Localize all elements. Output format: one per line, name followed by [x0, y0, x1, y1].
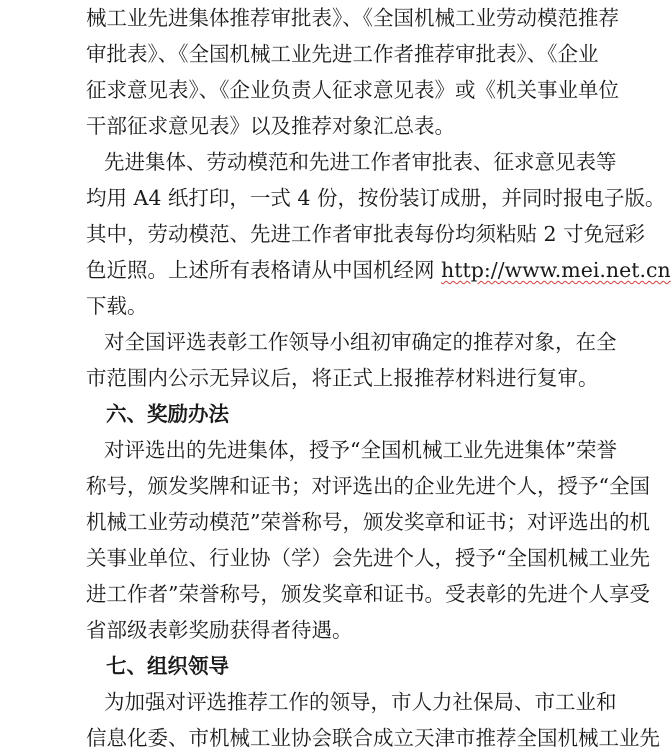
- text-line: 称号，颁发奖牌和证书；对评选出的企业先进个人，授予“全国: [86, 474, 650, 498]
- website-link[interactable]: http://www.mei.net.cn: [441, 258, 671, 282]
- text-line: 干部征求意见表》以及推荐对象汇总表。: [86, 114, 455, 138]
- section-heading-6: 六、奖励办法: [106, 402, 229, 426]
- text-line: 下载。: [86, 294, 148, 318]
- text-line: 先进集体、劳动模范和先进工作者审批表、征求意见表等: [104, 150, 617, 174]
- text-line: 对全国评选表彰工作领导小组初审确定的推荐对象，在全: [104, 330, 617, 354]
- text-line: 关事业单位、行业协（学）会先进个人，授予“全国机械工业先: [86, 546, 650, 570]
- text-line: 其中，劳动模范、先进工作者审批表每份均须粘贴 2 寸免冠彩: [86, 222, 646, 246]
- section-heading-7: 七、组织领导: [106, 654, 229, 678]
- text-line: 信息化委、市机械工业协会联合成立天津市推荐全国机械工业先: [86, 726, 660, 750]
- text-line: 对评选出的先进集体，授予“全国机械工业先进集体”荣誉: [104, 438, 617, 462]
- text-line: [86, 255, 671, 285]
- text-segment: 色近照。上述所有表格请从中国机经网: [86, 258, 442, 282]
- text-line: 均用 A4 纸打印，一式 4 份，按份装订成册，并同时报电子版。: [86, 186, 666, 210]
- text-line: 进工作者”荣誉称号，颁发奖章和证书。受表彰的先进个人享受: [86, 582, 650, 606]
- text-line: 机械工业劳动模范”荣誉称号，颁发奖章和证书；对评选出的机: [86, 510, 650, 534]
- text-line: 市范围内公示无异议后，将正式上报推荐材料进行复审。: [86, 366, 599, 390]
- text-line: 省部级表彰奖励获得者待遇。: [86, 618, 353, 642]
- text-line: 征求意见表》、《企业负责人征求意见表》或《机关事业单位: [86, 78, 619, 102]
- text-line: 为加强对评选推荐工作的领导，市人力社保局、市工业和: [104, 690, 617, 714]
- text-line: 械工业先进集体推荐审批表》、《全国机械工业劳动模范推荐: [86, 6, 619, 30]
- text-line: 审批表》、《全国机械工业先进工作者推荐审批表》、《企业: [86, 42, 599, 66]
